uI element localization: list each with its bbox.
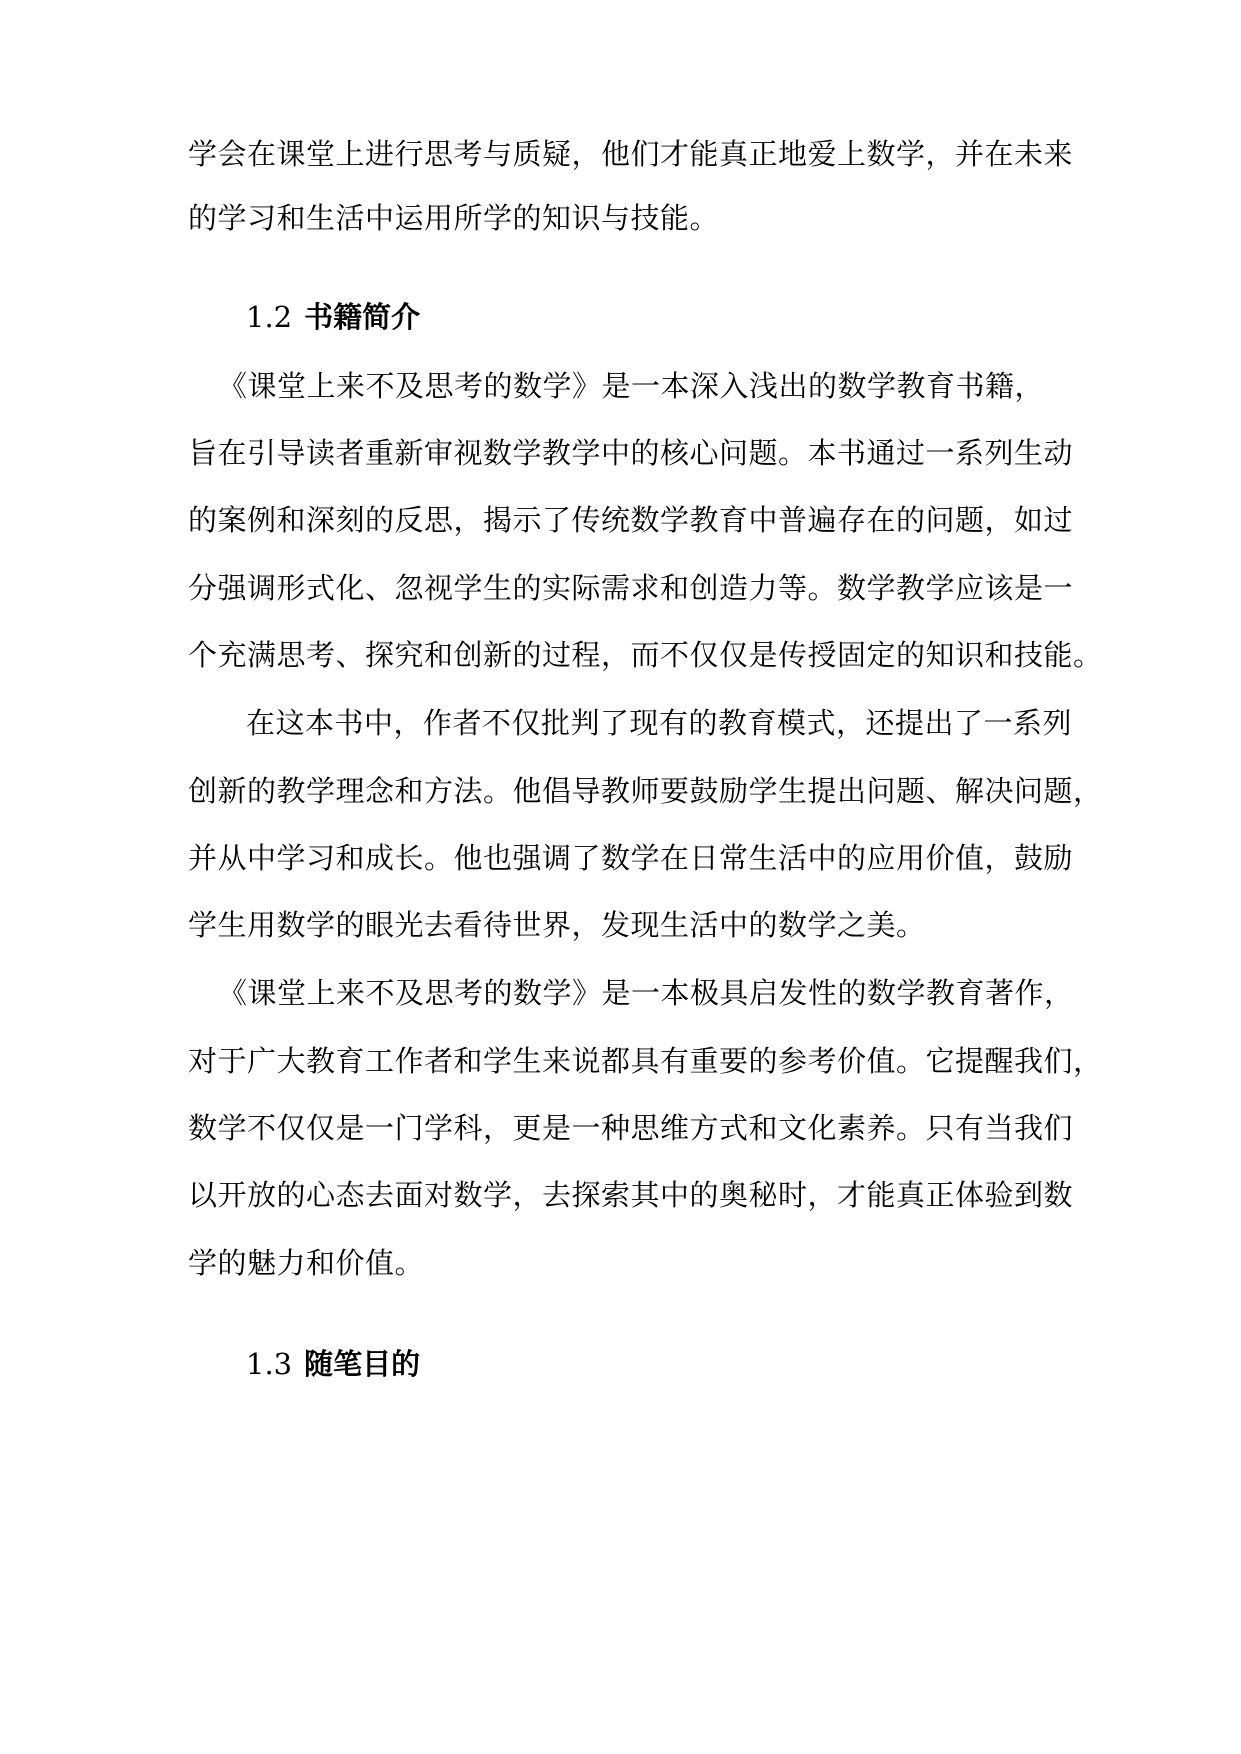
body-text-line: 数学不仅仅是一门学科，更是一种思维方式和文化素养。只有当我们 bbox=[188, 1111, 1074, 1145]
body-text-line: 并从中学习和成长。他也强调了数学在日常生活中的应用价值，鼓励 bbox=[188, 841, 1074, 875]
section-heading-1-3 bbox=[246, 1344, 420, 1384]
body-text-line: 《课堂上来不及思考的数学》是一本极具启发性的数学教育著作， bbox=[218, 976, 1074, 1010]
section-title: 随笔目的 bbox=[304, 1347, 421, 1381]
body-text-line: 以开放的心态去面对数学，去探索其中的奥秘时，才能真正体验到数 bbox=[188, 1178, 1074, 1212]
body-text-line: 《课堂上来不及思考的数学》是一本深入浅出的数学教育书籍， bbox=[218, 369, 1045, 403]
body-text-line: 分强调形式化、忽视学生的实际需求和创造力等。数学教学应该是一 bbox=[188, 571, 1074, 605]
body-text-line: 创新的教学理念和方法。他倡导教师要鼓励学生提出问题、解决问题， bbox=[188, 774, 1103, 808]
body-text-line: 旨在引导读者重新审视数学教学中的核心问题。本书通过一系列生动 bbox=[188, 436, 1074, 470]
body-text-line: 学生用数学的眼光去看待世界，发现生活中的数学之美。 bbox=[188, 908, 926, 942]
section-number: 1.3 bbox=[246, 1347, 293, 1381]
section-number: 1.2 bbox=[246, 300, 293, 334]
body-text-line: 对于广大教育工作者和学生来说都具有重要的参考价值。它提醒我们， bbox=[188, 1044, 1103, 1078]
section-title: 书籍简介 bbox=[304, 300, 421, 334]
body-text-line: 学的魅力和价值。 bbox=[188, 1246, 425, 1280]
body-text-line: 个充满思考、探究和创新的过程，而不仅仅是传授固定的知识和技能。 bbox=[188, 638, 1103, 672]
body-text-line: 学会在课堂上进行思考与质疑，他们才能真正地爱上数学，并在未来 bbox=[188, 137, 1074, 171]
body-text-line: 在这本书中，作者不仅批判了现有的教育模式，还提出了一系列 bbox=[246, 706, 1073, 740]
section-heading-1-2 bbox=[246, 297, 420, 337]
body-text-line: 的学习和生活中运用所学的知识与技能。 bbox=[188, 201, 720, 235]
body-text-line: 的案例和深刻的反思，揭示了传统数学教育中普遍存在的问题，如过 bbox=[188, 503, 1074, 537]
